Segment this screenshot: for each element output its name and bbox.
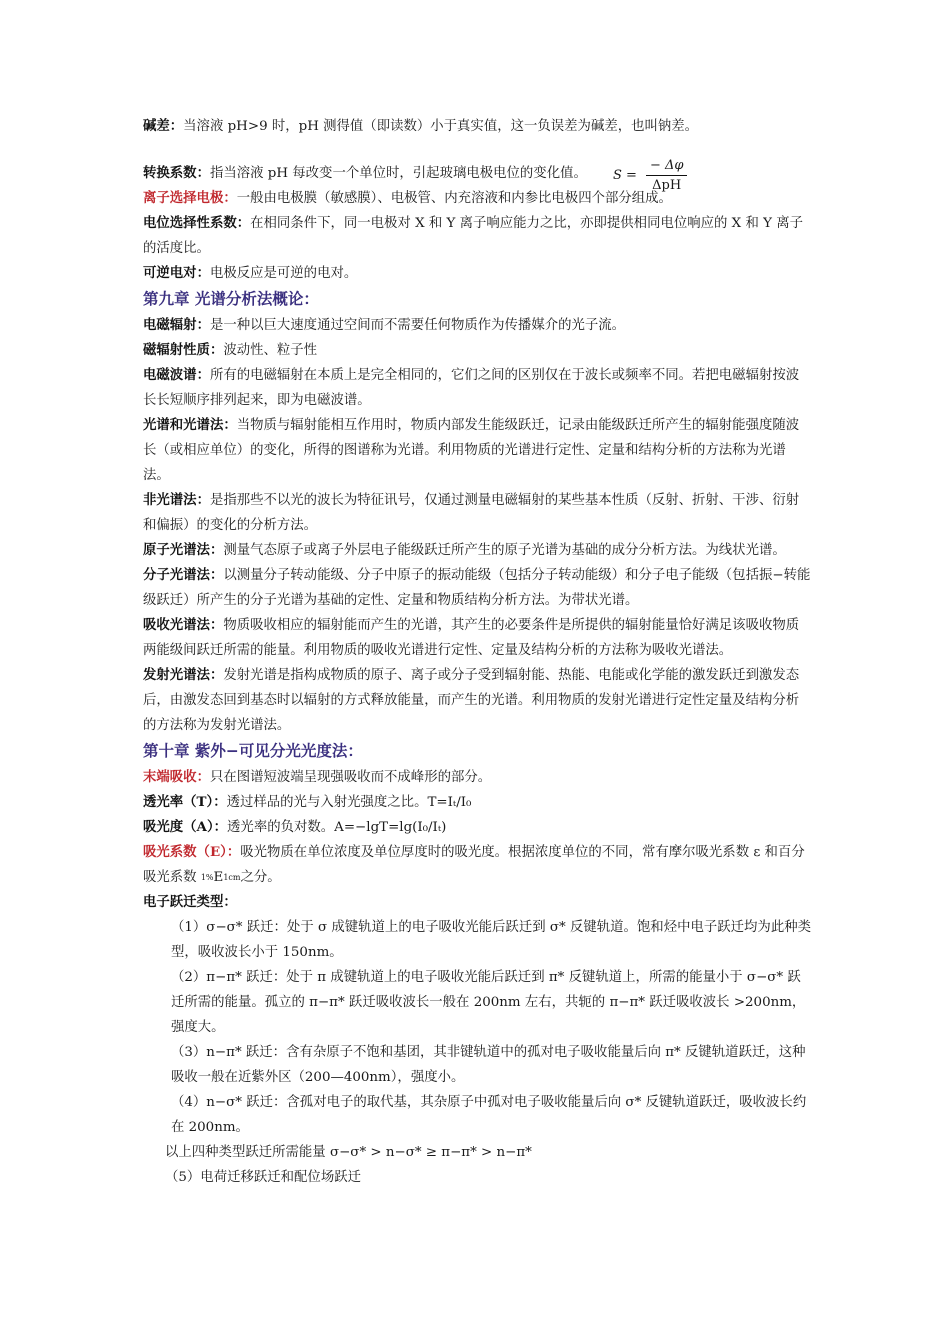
definition-item: 分子光谱法：以测量分子转动能级、分子中原子的振动能级（包括分子转动能级）和分子电子能级（包括振−转能级跃迁）所产生的分子光谱为基础的定性、定量和物质结构分析方法。为带状光谱。 <box>143 567 811 608</box>
formula-numerator: − Δφ <box>646 159 688 176</box>
term-absorptivity: 吸光系数（E） <box>143 844 227 860</box>
paragraph-absorptivity: 吸光系数（E）：吸光物质在单位浓度及单位厚度时的吸光度。根据浓度单位的不同，常有摩尔吸光系数 ε 和百分吸光系数 1% E 1cm 之分。 <box>143 844 805 885</box>
percent-absorptivity-symbol: 1% <box>200 872 214 882</box>
formula-denominator: ΔpH <box>652 178 682 193</box>
definition-ion-selective-electrode: 一般由电极膜（敏感膜）、电极管、内充溶液和内参比电极四个部分组成。 <box>236 191 672 206</box>
definition-item: 发射光谱法：发射光谱是指构成物质的原子、离子或分子受到辐射能、热能、电能或化学能的激发跃迁到激发态后，由激发态回到基态时以辐射的方式释放能量，而产生的光谱。利用物质的发射光谱进行定性定量及结构分析的方法称为发射光谱法。 <box>143 667 800 733</box>
paragraph-reversible-couple: 可逆电对：电极反应是可逆的电对。 <box>143 265 358 281</box>
paragraph-conversion-coefficient: S = $\frac{- \Delta\varphi}{\text{ΔpH}}$ 转换系数：指当溶液 pH 每改变一个单位时，引起玻璃电极电位的变化值。 <box>143 161 811 186</box>
paragraph-transmittance: 透光率（T）：透过样品的光与入射光强度之比。T=Iₜ/I₀ <box>143 794 472 810</box>
chapter-10-heading: 第十章 紫外−可见分光光度法： <box>143 742 363 760</box>
definition-item: 磁辐射性质：波动性、粒子性 <box>143 342 318 358</box>
chapter-9-definitions <box>143 313 811 738</box>
transition-item: （3）n−π* 跃迁：含有杂原子不饱和基团，其非键轨道中的孤对电子吸收能量后向 π* 反键轨道跃迁，这种吸收一般在近紫外区（200—400nm），强度小。 <box>171 1045 806 1085</box>
paragraph-alkaline-error: 碱差：当溶液 pH>9 时，pH 测得值（即读数）小于真实值，这一负误差为碱差，也叫钠差。 <box>143 118 699 134</box>
term-transmittance: 透光率（T） <box>143 794 214 810</box>
paragraph-absorbance: 吸光度（A）：透光率的负对数。A=−lgT=lg(I₀/Iₜ) <box>143 819 447 835</box>
term-alkaline-error: 碱差 <box>143 118 170 134</box>
definition-item: 光谱和光谱法：当物质与辐射能相互作用时，物质内部发生能级跃迁，记录由能级跃迁所产生的辐射能强度随波长（或相应单位）的变化，所得的图谱称为光谱。利用物质的光谱进行定性、定量和结构分析的方法称为光谱法。 <box>143 417 800 483</box>
definition-conversion-coefficient: 指当溶液 pH 每改变一个单位时，引起玻璃电极电位的变化值。 <box>209 166 587 181</box>
definition-alkaline-error: 当溶液 pH>9 时，pH 测得值（即读数）小于真实值，这一负误差为碱差，也叫钠差。 <box>183 119 699 134</box>
transitions-heading: 电子跃迁类型： <box>143 894 237 910</box>
chapter-9-heading: 第九章 光谱分析法概论： <box>143 290 319 308</box>
paragraph-ion-selective-electrode: 离子选择电极：一般由电极膜（敏感膜）、电极管、内充溶液和内参比电极四个部分组成。 <box>143 190 672 206</box>
paragraph-end-absorption: 末端吸收：只在图谱短波端呈现强吸收而不成峰形的部分。 <box>143 769 492 785</box>
definition-reversible-couple: 电极反应是可逆的电对。 <box>209 266 358 281</box>
slope-formula: S = $\frac{- \Delta\varphi}{\text{ΔpH}}$ <box>613 159 687 192</box>
term-end-absorption: 末端吸收 <box>143 769 197 785</box>
paragraph-selectivity-coefficient: 电位选择性系数：在相同条件下，同一电极对 X 和 Y 离子响应能力之比，亦即提供相同电位响应的 X 和 Y 离子的活度比。 <box>143 215 803 256</box>
term-conversion-coefficient: 转换系数 <box>143 165 197 181</box>
term-selectivity-coefficient: 电位选择性系数 <box>143 215 237 231</box>
transition-item: （1）σ−σ* 跃迁：处于 σ 成键轨道上的电子吸收光能后跃迁到 σ* 反键轨道。饱和烃中电子跃迁均为此种类型，吸收波长小于 150nm。 <box>171 920 811 960</box>
term-reversible-couple: 可逆电对 <box>143 265 197 281</box>
definition-item: 吸收光谱法：物质吸收相应的辐射能而产生的光谱，其产生的必要条件是所提供的辐射能量恰好满足该吸收物质两能级间跃迁所需的能量。利用物质的吸收光谱进行定性、定量及结构分析的方法称为吸收光谱法。 <box>143 617 800 658</box>
term-absorbance: 吸光度（A） <box>143 819 214 835</box>
transition-energy-order: 以上四种类型跃迁所需能量 σ−σ* > n−σ* ≥ π−π* > n−π* <box>165 1145 532 1160</box>
definition-item: 原子光谱法：测量气态原子或离子外层电子能级跃迁所产生的原子光谱为基础的成分分析方法。为线状光谱。 <box>143 542 786 558</box>
definition-selectivity-coefficient: 在相同条件下，同一电极对 X 和 Y 离子响应能力之比，亦即提供相同电位响应的 X 和 Y 离子的活度比。 <box>143 216 803 256</box>
definition-item: 电磁辐射：是一种以巨大速度通过空间而不需要任何物质作为传播媒介的光子流。 <box>143 317 626 333</box>
definition-item: 电磁波谱：所有的电磁辐射在本质上是完全相同的，它们之间的区别仅在于波长或频率不同。若把电磁辐射按波长长短顺序排列起来，即为电磁波谱。 <box>143 367 800 408</box>
transition-item-5: （5）电荷迁移跃迁和配位场跃迁 <box>165 1170 361 1185</box>
transition-item: （4）n−σ* 跃迁：含孤对电子的取代基，其杂原子中孤对电子吸收能量后向 σ* 反键轨道跃迁，吸收波长约在 200nm。 <box>171 1095 807 1135</box>
term-ion-selective-electrode: 离子选择电极 <box>143 190 224 206</box>
definition-item: 非光谱法：是指那些不以光的波长为特征讯号，仅通过测量电磁辐射的某些基本性质（反射、折射、干涉、衍射和偏振）的变化的分析方法。 <box>143 492 800 533</box>
document-body <box>143 114 811 1190</box>
transition-item: （2）π−π* 跃迁：处于 π 成键轨道上的电子吸收光能后跃迁到 π* 反键轨道上，所需的能量小于 σ−σ* 跃迁所需的能量。孤立的 π−π* 跃迁吸收波长一般在 200nm 左右，共轭的 π−π* 跃迁吸收波长 >200nm，强度大。 <box>171 970 806 1035</box>
